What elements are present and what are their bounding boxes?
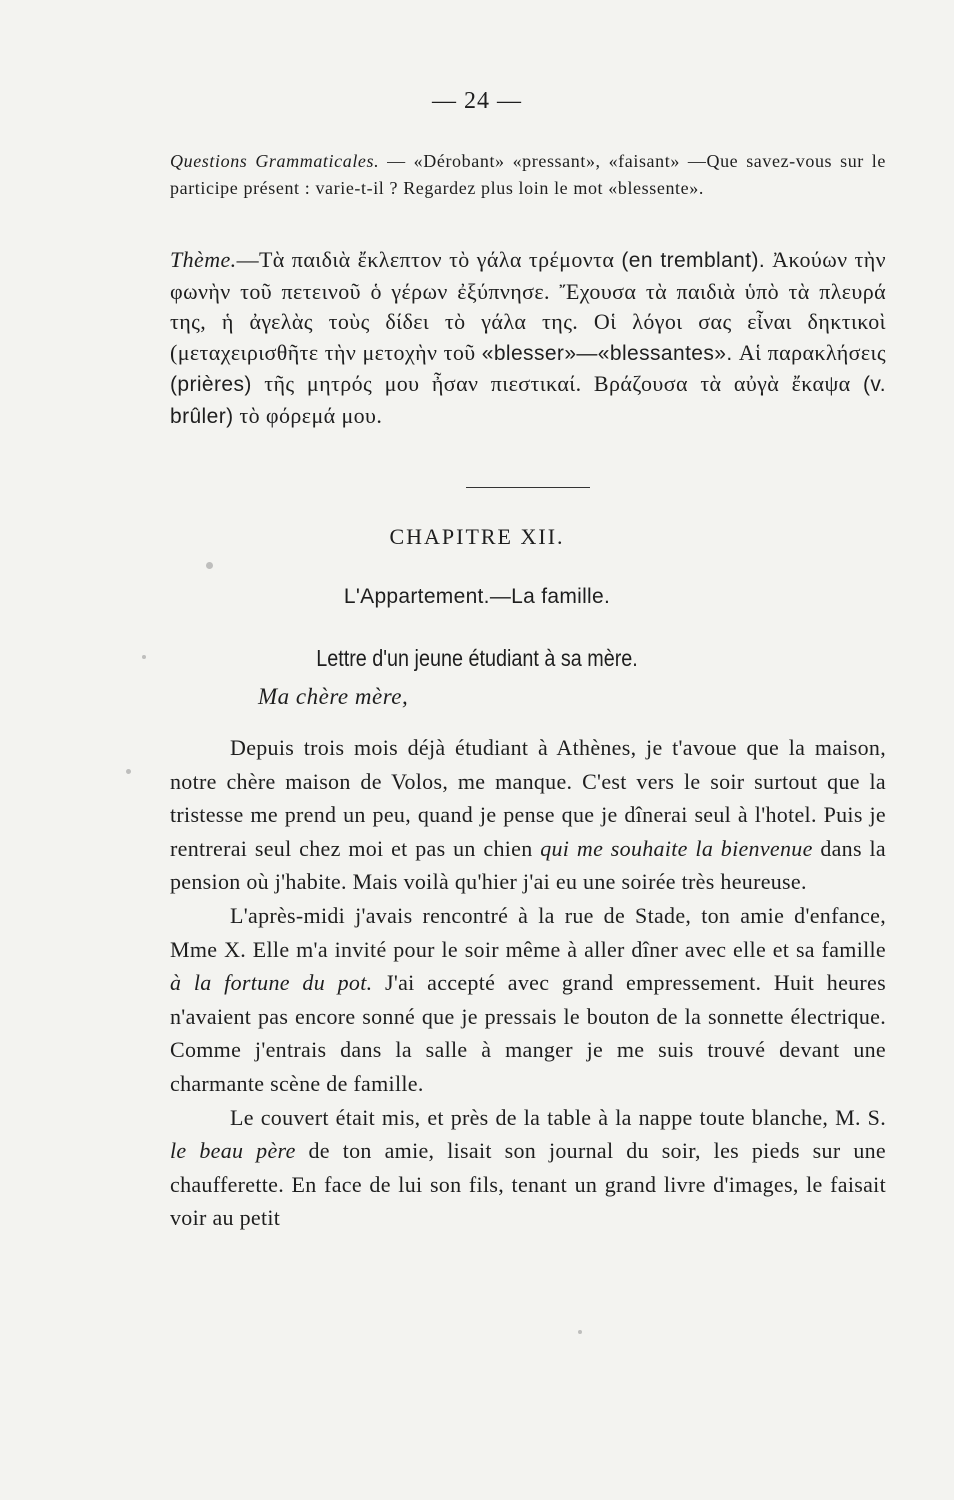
theme-greek-text: τὸ φόρεμά μου. [233,402,383,428]
letter-salutation: Ma chère mère, [258,684,409,709]
paragraph-text: Depuis trois mois déjà étudiant à Athènes, je t'avoue que la maison, notre chère maison de Volos, me manque. C'est vers le soir surtout que la tristesse me prend un peu, quand je pense que je dînerai seul à l'hotel. Puis je rentrerai seul chez moi et pas un chien [170,735,886,861]
paragraph-text: L'après-midi j'avais rencontré à la rue de Stade, ton amie d'enfance, Mme X. Elle m'a invité pour le soir même à aller dîner avec elle et sa famille [170,902,886,962]
paper-speck [126,769,131,774]
theme-label: Thème. [170,247,237,272]
letter-body [170,731,886,1235]
theme-exercise [170,245,886,432]
paragraph-text: dans la pension où j'habite. Mais voilà qu'hier j'ai eu une soirée très heureuse. [170,835,886,895]
letter-paragraph [170,731,886,899]
paper-speck [578,1330,582,1334]
theme-french-gloss: (v. brûler) [170,373,886,428]
grammar-questions-text: — «Dérobant» «pressant», «faisant» —Que savez-vous sur le participe présent : varie-t-il ? Regardez plus loin le mot «blessente». [170,151,887,198]
paragraph-text: Le couvert était mis, et près de la table à la nappe toute blanche, M. S. [230,1104,886,1130]
theme-greek-text: Ἀκούων τὴν φωνὴν τοῦ πετεινοῦ ὁ γέρων ἐξύπνησε. Ἔχουσα τὰ παιδιὰ ὑπὸ τὰ πλευρά της, ἡ ἀγελὰς τοὺς δίδει τὸ γάλα της. Οἱ λόγοι σας εἶναι δηκτικοὶ (μεταχειρισθῆτε τὴν μετοχὴν τοῦ [170,247,886,365]
italic-phrase: à la fortune du pot. [170,970,373,996]
grammar-questions [170,148,886,202]
theme-french-gloss: «blesser»—«blessantes». [481,341,733,365]
section-divider [466,487,590,488]
paper-speck [206,562,213,569]
theme-greek-text: Αἱ παρακλήσεις [732,339,886,365]
chapter-title: CHAPITRE XII. [389,524,565,549]
theme-greek-text: —Τὰ παιδιὰ ἔκλεπτον τὸ γάλα τρέμοντα [236,247,622,272]
letter-paragraph [170,1101,886,1235]
chapter-subtitle: L'Appartement.—La famille. [343,585,611,608]
page-number: — 24 — [432,88,522,114]
italic-phrase: qui me souhaite la bienvenue [540,835,813,861]
theme-greek-text: τῆς μητρός μου ἦσαν πιεστικαί. Βράζουσα τὰ αὐγὰ ἔκαψα [251,371,864,396]
theme-french-gloss: (prières) [170,373,252,396]
paragraph-text: de ton amie, lisait son journal du soir, les pieds sur une chaufferette. En face de lui son fils, tenant un grand livre d'images, le faisait voir au petit [170,1138,886,1231]
letter-paragraph [170,899,886,1101]
paper-speck [142,655,146,659]
letter-title: Lettre d'un jeune étudiant à sa mère. [316,645,638,671]
grammar-questions-label: Questions Grammaticales. [170,151,380,171]
theme-french-gloss: (en tremblant). [621,249,766,272]
italic-phrase: le beau père [170,1138,296,1164]
paragraph-text: J'ai accepté avec grand empressement. Huit heures n'avaient pas encore sonné que je pressais le bouton de la sonnette électrique. Comme j'entrais dans la salle à manger je me suis trouvé devant une charmante scène de famille. [170,970,886,1096]
